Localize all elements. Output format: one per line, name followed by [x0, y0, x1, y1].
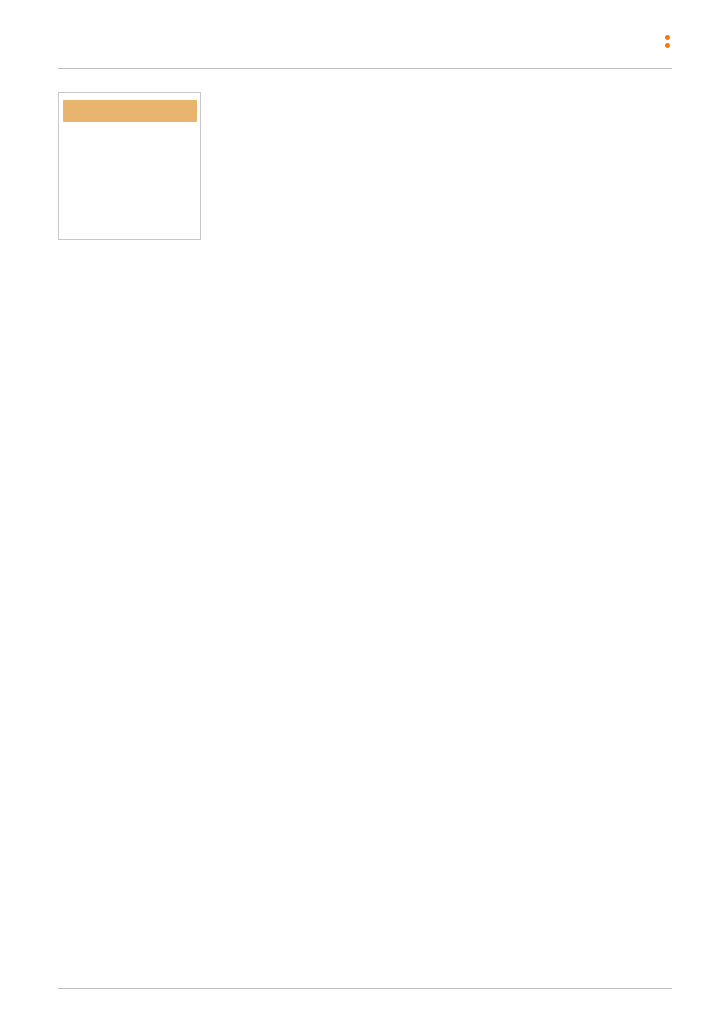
spec-content: [217, 95, 672, 127]
product-name: [217, 95, 672, 107]
busbar-image: [63, 100, 197, 122]
product-image-frame: [58, 92, 201, 240]
hager-logo: [665, 26, 672, 56]
logo-dots-icon: [665, 30, 671, 50]
header-divider: [58, 68, 672, 69]
footer-divider: [58, 988, 672, 989]
